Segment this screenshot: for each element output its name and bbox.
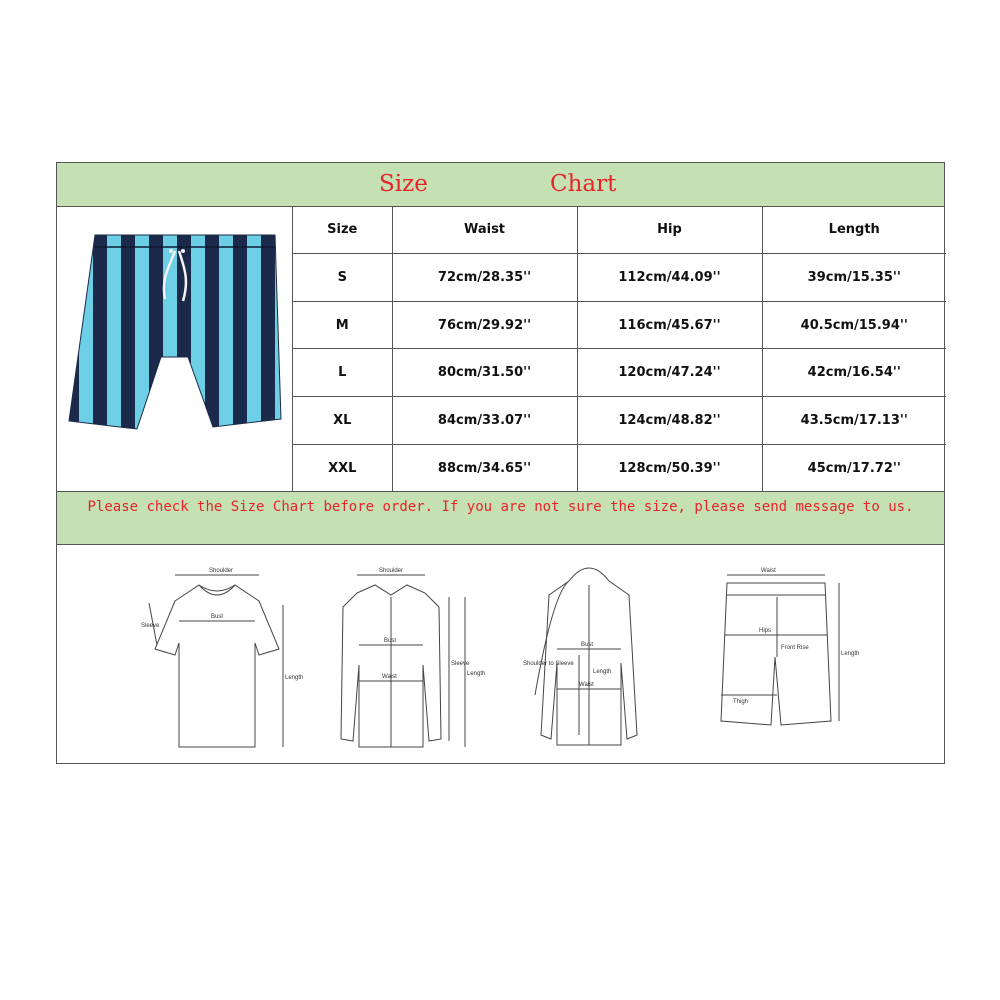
cell-size: XL [293, 397, 392, 445]
cell-length: 43.5cm/17.13'' [762, 397, 946, 445]
tshirt-shoulder-label: Shoulder [209, 568, 234, 574]
cell-hip: 116cm/45.67'' [577, 301, 762, 349]
tshirt-length-label: Length [285, 675, 304, 681]
tshirt-bust-label: Bust [211, 614, 224, 620]
shorts-stripe [191, 227, 205, 437]
cell-hip: 120cm/47.24'' [577, 349, 762, 397]
shorts-stripe [247, 227, 261, 437]
table-row [293, 445, 946, 491]
table-header-row [293, 207, 946, 253]
table-row [293, 301, 946, 349]
shorts-stripe [219, 227, 233, 437]
shirt-waist-label: Waist [382, 674, 397, 680]
title-word-chart: Chart [550, 171, 617, 197]
tshirt-diagram [149, 575, 283, 747]
cell-length: 45cm/17.72'' [807, 460, 901, 476]
shorts-stripe [233, 227, 247, 437]
size-chart [56, 162, 945, 764]
title-word-size: Size [379, 171, 428, 197]
shorts-stripe [93, 227, 107, 437]
shirt-shoulder-label: Shoulder [379, 568, 404, 574]
shorts-thigh-label: Thigh [733, 699, 749, 705]
cell-length: 40.5cm/15.94'' [762, 301, 946, 349]
cell-size: S [293, 253, 392, 301]
header-size: Size [293, 207, 392, 253]
cell-hip: 124cm/48.82'' [577, 397, 762, 445]
cell-hip: 128cm/50.39'' [577, 445, 762, 491]
cell-length: 39cm/15.35'' [762, 253, 946, 301]
hoodie-length-label: Length [593, 669, 612, 675]
shorts-stripe [275, 227, 289, 437]
hoodie-shoulder-to-sleeve-label: Shoulder to Sleeve [523, 661, 574, 667]
shorts-stripe [261, 227, 275, 437]
shirt-length-label: Length [467, 671, 486, 677]
hoodie-bust-label: Bust [581, 642, 594, 648]
shorts-stripe [149, 227, 163, 437]
size-table [293, 207, 946, 491]
table-row [293, 397, 946, 445]
cell-waist: 76cm/29.92'' [392, 301, 577, 349]
hoodie-waist-label: Waist [579, 682, 594, 688]
header-length: Length [762, 207, 946, 253]
cell-waist: 84cm/33.07'' [392, 397, 577, 445]
cell-size: L [293, 349, 392, 397]
shorts-stripe [121, 227, 135, 437]
table-row [293, 349, 946, 397]
shorts-stripe [107, 227, 121, 437]
header-hip: Hip [577, 207, 762, 253]
shirt-sleeve-label: Sleeve [451, 661, 470, 667]
cell-waist: 72cm/28.35'' [392, 253, 577, 301]
shorts-front-rise-label: Front Rise [781, 645, 809, 651]
table-row [293, 253, 946, 301]
product-image-cell [57, 207, 293, 491]
shirt-diagram [341, 575, 465, 747]
shorts-stripe [65, 227, 79, 437]
shorts-stripe [135, 227, 149, 437]
shorts-stripe [177, 227, 191, 437]
shorts-hips-label: Hips [759, 628, 772, 634]
cell-hip: 112cm/44.09'' [577, 253, 762, 301]
order-notice: Please check the Size Chart before order. If you are not sure the size, please send message to us. [57, 491, 944, 545]
shirt-bust-label: Bust [384, 638, 397, 644]
title-band [57, 163, 944, 207]
shorts-stripe [205, 227, 219, 437]
header-waist: Waist [392, 207, 577, 253]
striped-shorts-image [57, 207, 293, 491]
cell-waist: 80cm/31.50'' [392, 349, 577, 397]
shorts-length-label: Length [841, 651, 860, 657]
cell-waist: 88cm/34.65'' [392, 445, 577, 491]
cell-length: 42cm/16.54'' [762, 349, 946, 397]
hoodie-diagram [535, 568, 637, 745]
measurement-diagrams-svg [57, 545, 946, 765]
cell-size: XXL [293, 445, 392, 491]
tshirt-sleeve-label: Sleeve [141, 623, 160, 629]
shorts-stripe [163, 227, 177, 437]
cell-size: M [293, 301, 392, 349]
shorts-waist-label: Waist [761, 568, 776, 574]
measurement-diagrams [57, 545, 944, 765]
